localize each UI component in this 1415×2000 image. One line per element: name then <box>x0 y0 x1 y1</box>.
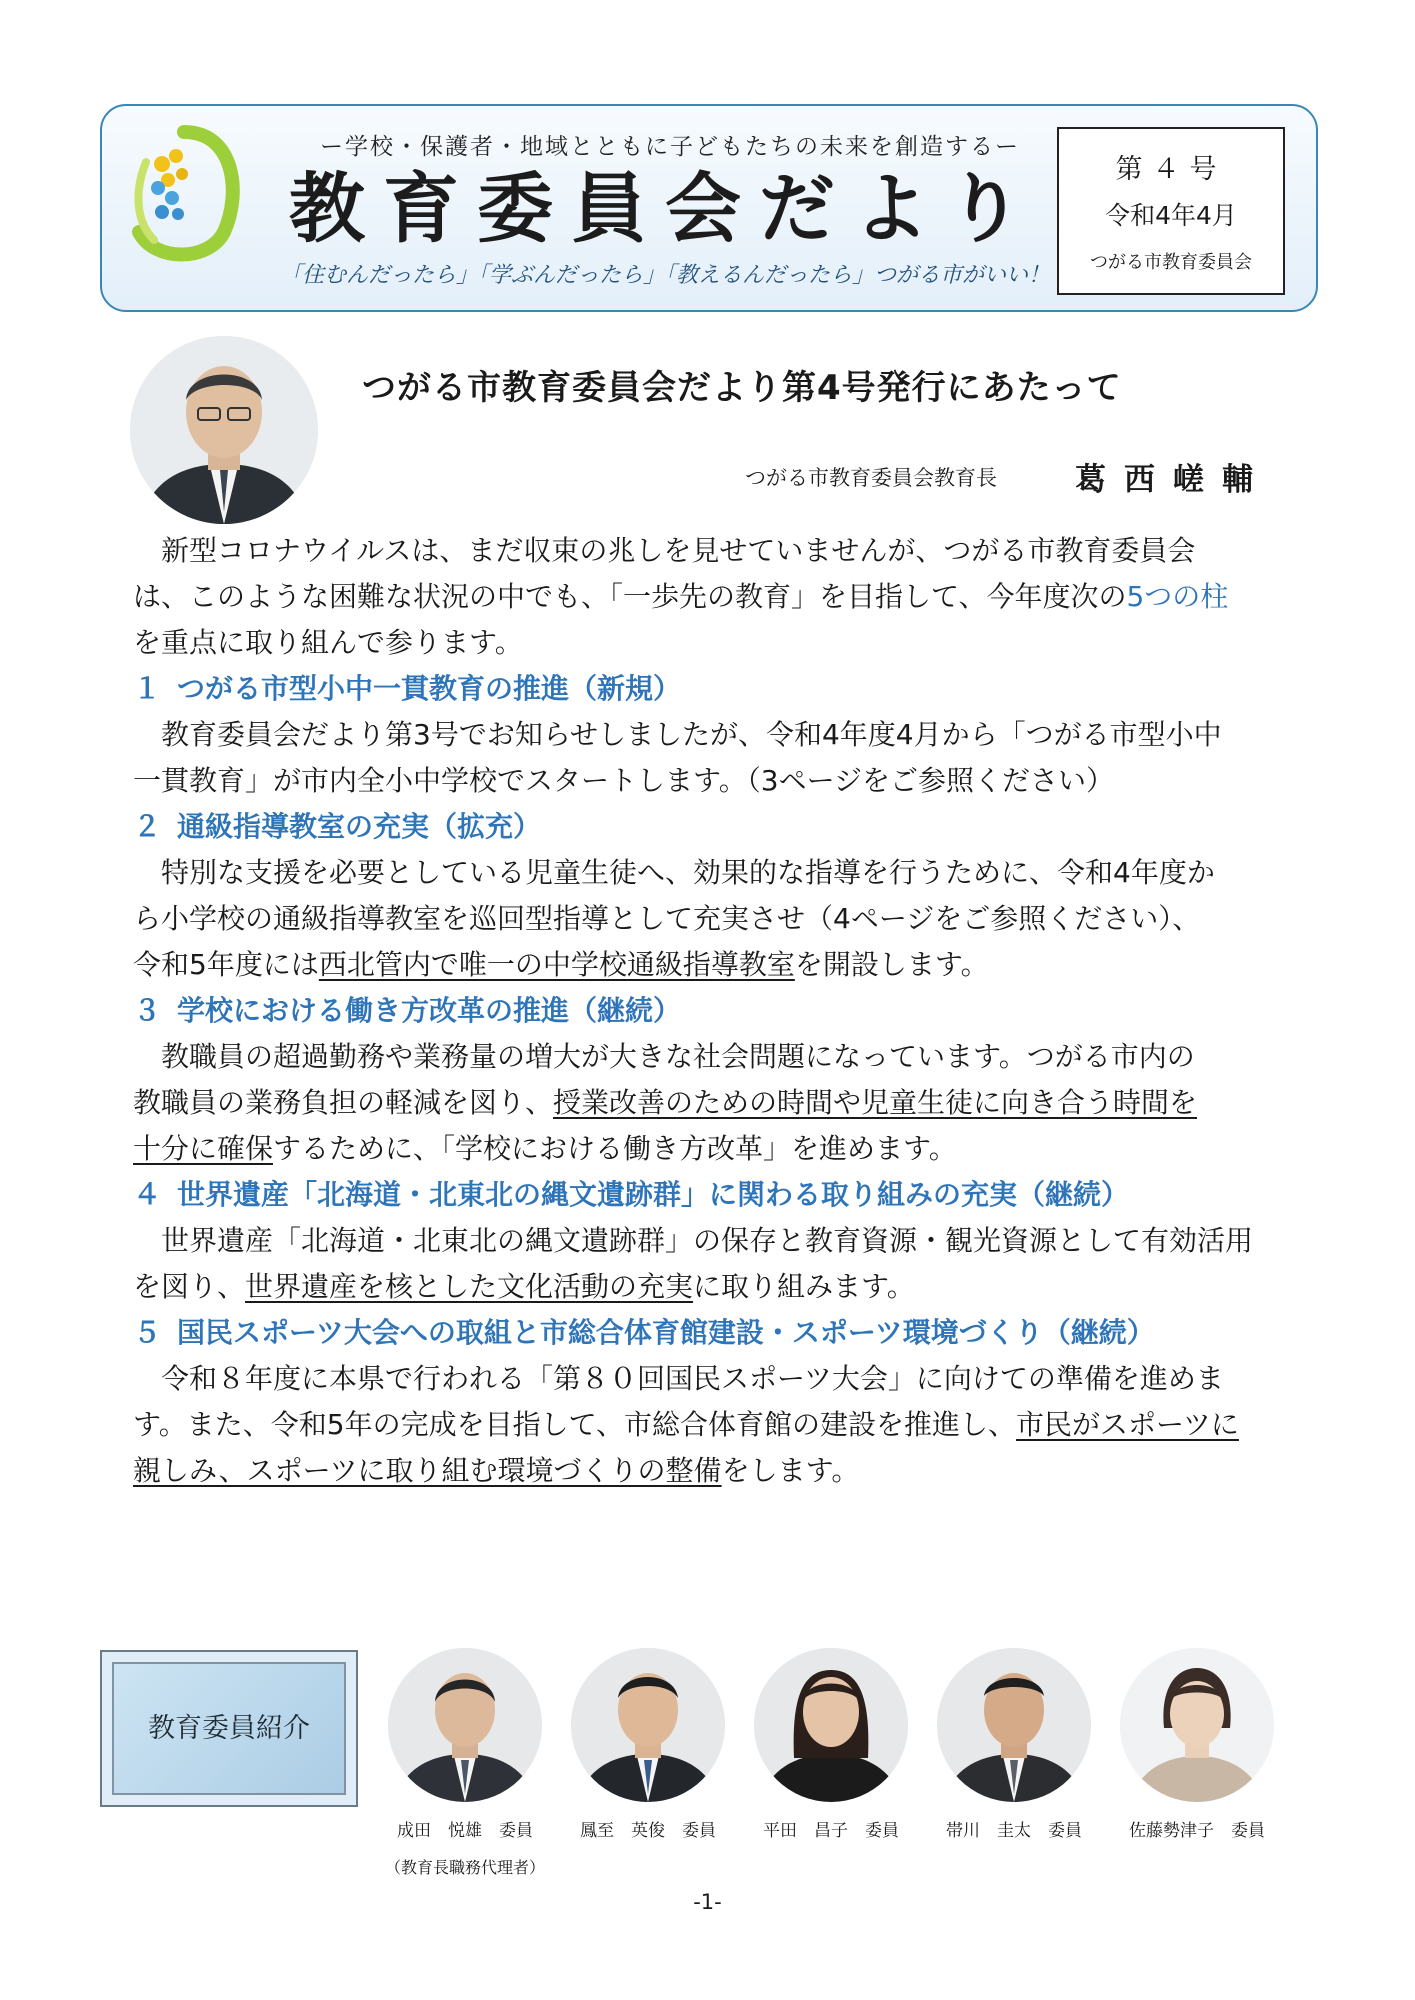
section-line: 教育委員会だより第3号でお知らせしましたが、令和4年度4月から「つがる市型小中 <box>161 718 1222 751</box>
member-name: 平田 昌子 委員 <box>763 1821 899 1841</box>
section-line: 世界遺産「北海道・北東北の縄文遺跡群」の保存と教育資源・観光資源として有効活用 <box>161 1224 1254 1257</box>
issue-date: 令和4年4月 <box>1105 201 1237 230</box>
member-name: 成田 悦雄 委員 <box>397 1821 533 1841</box>
section-line: 特別な支援を必要としている児童生徒へ、効果的な指導を行うために、令和4年度か <box>161 856 1215 889</box>
board-intro-box <box>100 1650 358 1807</box>
section-line: 教職員の業務負担の軽減を図り、授業改善のための時間や児童生徒に向き合う時間を <box>133 1086 1198 1119</box>
section-heading: ５ 国民スポーツ大会への取組と市総合体育館建設・スポーツ環境づくり（継続） <box>133 1316 1155 1349</box>
section-line: を図り、世界遺産を核とした文化活動の充実に取り組みます。 <box>133 1270 915 1303</box>
underlined-text: 授業改善のための時間や児童生徒に向き合う時間を <box>553 1086 1198 1119</box>
underlined-text: 親しみ、スポーツに取り組む環境づくりの整備 <box>133 1454 722 1487</box>
masthead-tagline: ー学校・保護者・地域とともに子どもたちの未来を創造するー <box>320 134 1020 160</box>
member-photo <box>388 1648 542 1802</box>
section-line: 教職員の超過勤務や業務量の増大が大きな社会問題になっています。つがる市内の <box>161 1040 1195 1073</box>
underlined-text: 西北管内で唯一の中学校通級指導教室 <box>318 948 795 981</box>
section-line: 一貫教育」が市内全小中学校でスタートします。（3ページをご参照ください） <box>133 764 1115 797</box>
author-name: 葛西嵯輔 <box>1075 462 1271 498</box>
section-heading: ４ 世界遺産「北海道・北東北の縄文遺跡群」に関わる取り組みの充実（継続） <box>133 1178 1130 1211</box>
board-member <box>1107 1648 1287 1841</box>
section-line: ら小学校の通級指導教室を巡回型指導として充実させ（4ページをご参照ください）、 <box>133 902 1201 935</box>
board-member <box>558 1648 738 1841</box>
masthead-slogan: 「住むんだったら」「学ぶんだったら」「教えるんだったら」つがる市がいい！ <box>279 263 1050 288</box>
section-heading: １ つがる市型小中一貫教育の推進（新規） <box>133 672 682 705</box>
member-name: 帯川 圭太 委員 <box>946 1821 1082 1841</box>
underlined-text: 十分に確保 <box>133 1132 274 1165</box>
board-member <box>741 1648 921 1841</box>
author-role: つがる市教育委員会教育長 <box>745 466 997 490</box>
page-number: -1- <box>693 1890 722 1914</box>
issue-info-box <box>1057 127 1285 295</box>
intro-highlight: 5つの柱 <box>1126 580 1229 613</box>
member-role-note: （教育長職務代理者） <box>384 1858 545 1877</box>
section-heading: ３ 学校における働き方改革の推進（継続） <box>133 994 682 1027</box>
member-photo <box>1120 1648 1274 1802</box>
superintendent-photo <box>130 336 318 524</box>
member-photo <box>937 1648 1091 1802</box>
member-name: 鳳至 英俊 委員 <box>580 1821 716 1841</box>
board-member <box>924 1648 1104 1841</box>
issue-number: 第４号 <box>1115 154 1227 185</box>
issuer: つがる市教育委員会 <box>1090 252 1252 273</box>
intro-line: 新型コロナウイルスは、まだ収束の兆しを見せていませんが、つがる市教育委員会 <box>161 534 1196 567</box>
board-intro-label: 教育委員紹介 <box>148 1713 310 1744</box>
article-body <box>133 528 1293 1494</box>
section-heading: ２ 通級指導教室の充実（拡充） <box>133 810 542 843</box>
underlined-text: 市民がスポーツに <box>1016 1408 1239 1441</box>
member-photo <box>754 1648 908 1802</box>
member-name: 佐藤勢津子 委員 <box>1129 1821 1265 1841</box>
intro-line: は、このような困難な状況の中でも、「一歩先の教育」を目指して、今年度次の5つの柱 <box>133 580 1229 613</box>
newsletter-title: 教育委員会だより <box>289 164 1041 253</box>
section-line: 十分に確保するために、「学校における働き方改革」を進めます。 <box>133 1132 957 1165</box>
intro-line: を重点に取り組んで参ります。 <box>133 626 523 659</box>
article-headline: つがる市教育委員会だより第4号発行にあたって <box>362 368 1122 408</box>
member-photo <box>571 1648 725 1802</box>
section-line: 親しみ、スポーツに取り組む環境づくりの整備をします。 <box>133 1454 860 1487</box>
section-line: す。また、令和5年の完成を目指して、市総合体育館の建設を推進し、市民がスポーツに <box>133 1408 1239 1441</box>
section-line: 令和5年度には西北管内で唯一の中学校通級指導教室を開設します。 <box>133 948 989 981</box>
section-line: 令和８年度に本県で行われる「第８０回国民スポーツ大会」に向けての準備を進めま <box>161 1362 1224 1395</box>
board-member <box>375 1648 555 1878</box>
underlined-text: 世界遺産を核とした文化活動の充実 <box>245 1270 694 1303</box>
city-logo-icon <box>124 122 244 262</box>
